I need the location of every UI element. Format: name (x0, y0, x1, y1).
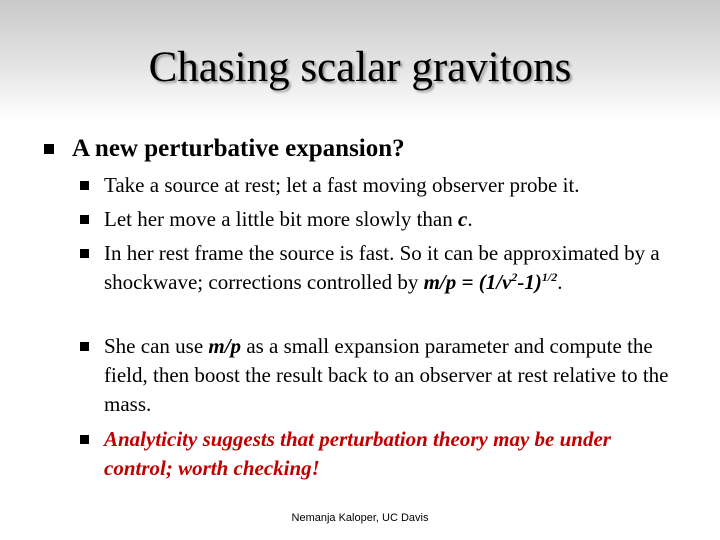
bullet-square-icon (80, 181, 89, 190)
speed-of-light-symbol: c (458, 207, 468, 231)
bullet-square-icon (80, 342, 89, 351)
bullet-square-icon (44, 144, 54, 154)
sub-point-2-end: . (467, 207, 473, 231)
expansion-parameter: m/p (208, 334, 242, 358)
sub-point-3-end: . (557, 270, 563, 294)
expansion-formula (424, 270, 558, 294)
bullet-square-icon (80, 215, 89, 224)
formula-part: -1) (517, 270, 542, 294)
formula-superscript: 1/2 (541, 270, 558, 284)
formula-part: m/p = (1/v (423, 270, 512, 294)
footer-author: Nemanja Kaloper, UC Davis (291, 512, 429, 524)
sub-point-4 (104, 332, 684, 419)
sub-point-3-text: In her rest frame the source is fast. So it can be approximated by a shockwave; corrections controlled by (104, 241, 660, 294)
bullet-square-icon (80, 435, 89, 444)
sub-point-4-post: as a small expansion parameter and compute the field, then boost the result back to an observer at rest relative to the mass. (104, 334, 669, 416)
sub-point-2 (104, 205, 684, 234)
sub-point-2-text: Let her move a little bit more slowly than (104, 207, 458, 231)
slide-title: Chasing scalar gravitons (148, 44, 572, 91)
main-point: A new perturbative expansion? (72, 135, 405, 162)
sub-point-1 (104, 171, 684, 200)
sub-point-5: Analyticity suggests that perturbation theory may be under control; worth checking! (104, 427, 611, 480)
formula-superscript: 2 (511, 270, 518, 284)
sub-point-1-text: Take a source at rest; let a fast moving observer probe it. (104, 173, 580, 197)
sub-point-3 (104, 239, 684, 297)
sub-point-4-pre: She can use (104, 334, 209, 358)
bullet-square-icon (80, 249, 89, 258)
